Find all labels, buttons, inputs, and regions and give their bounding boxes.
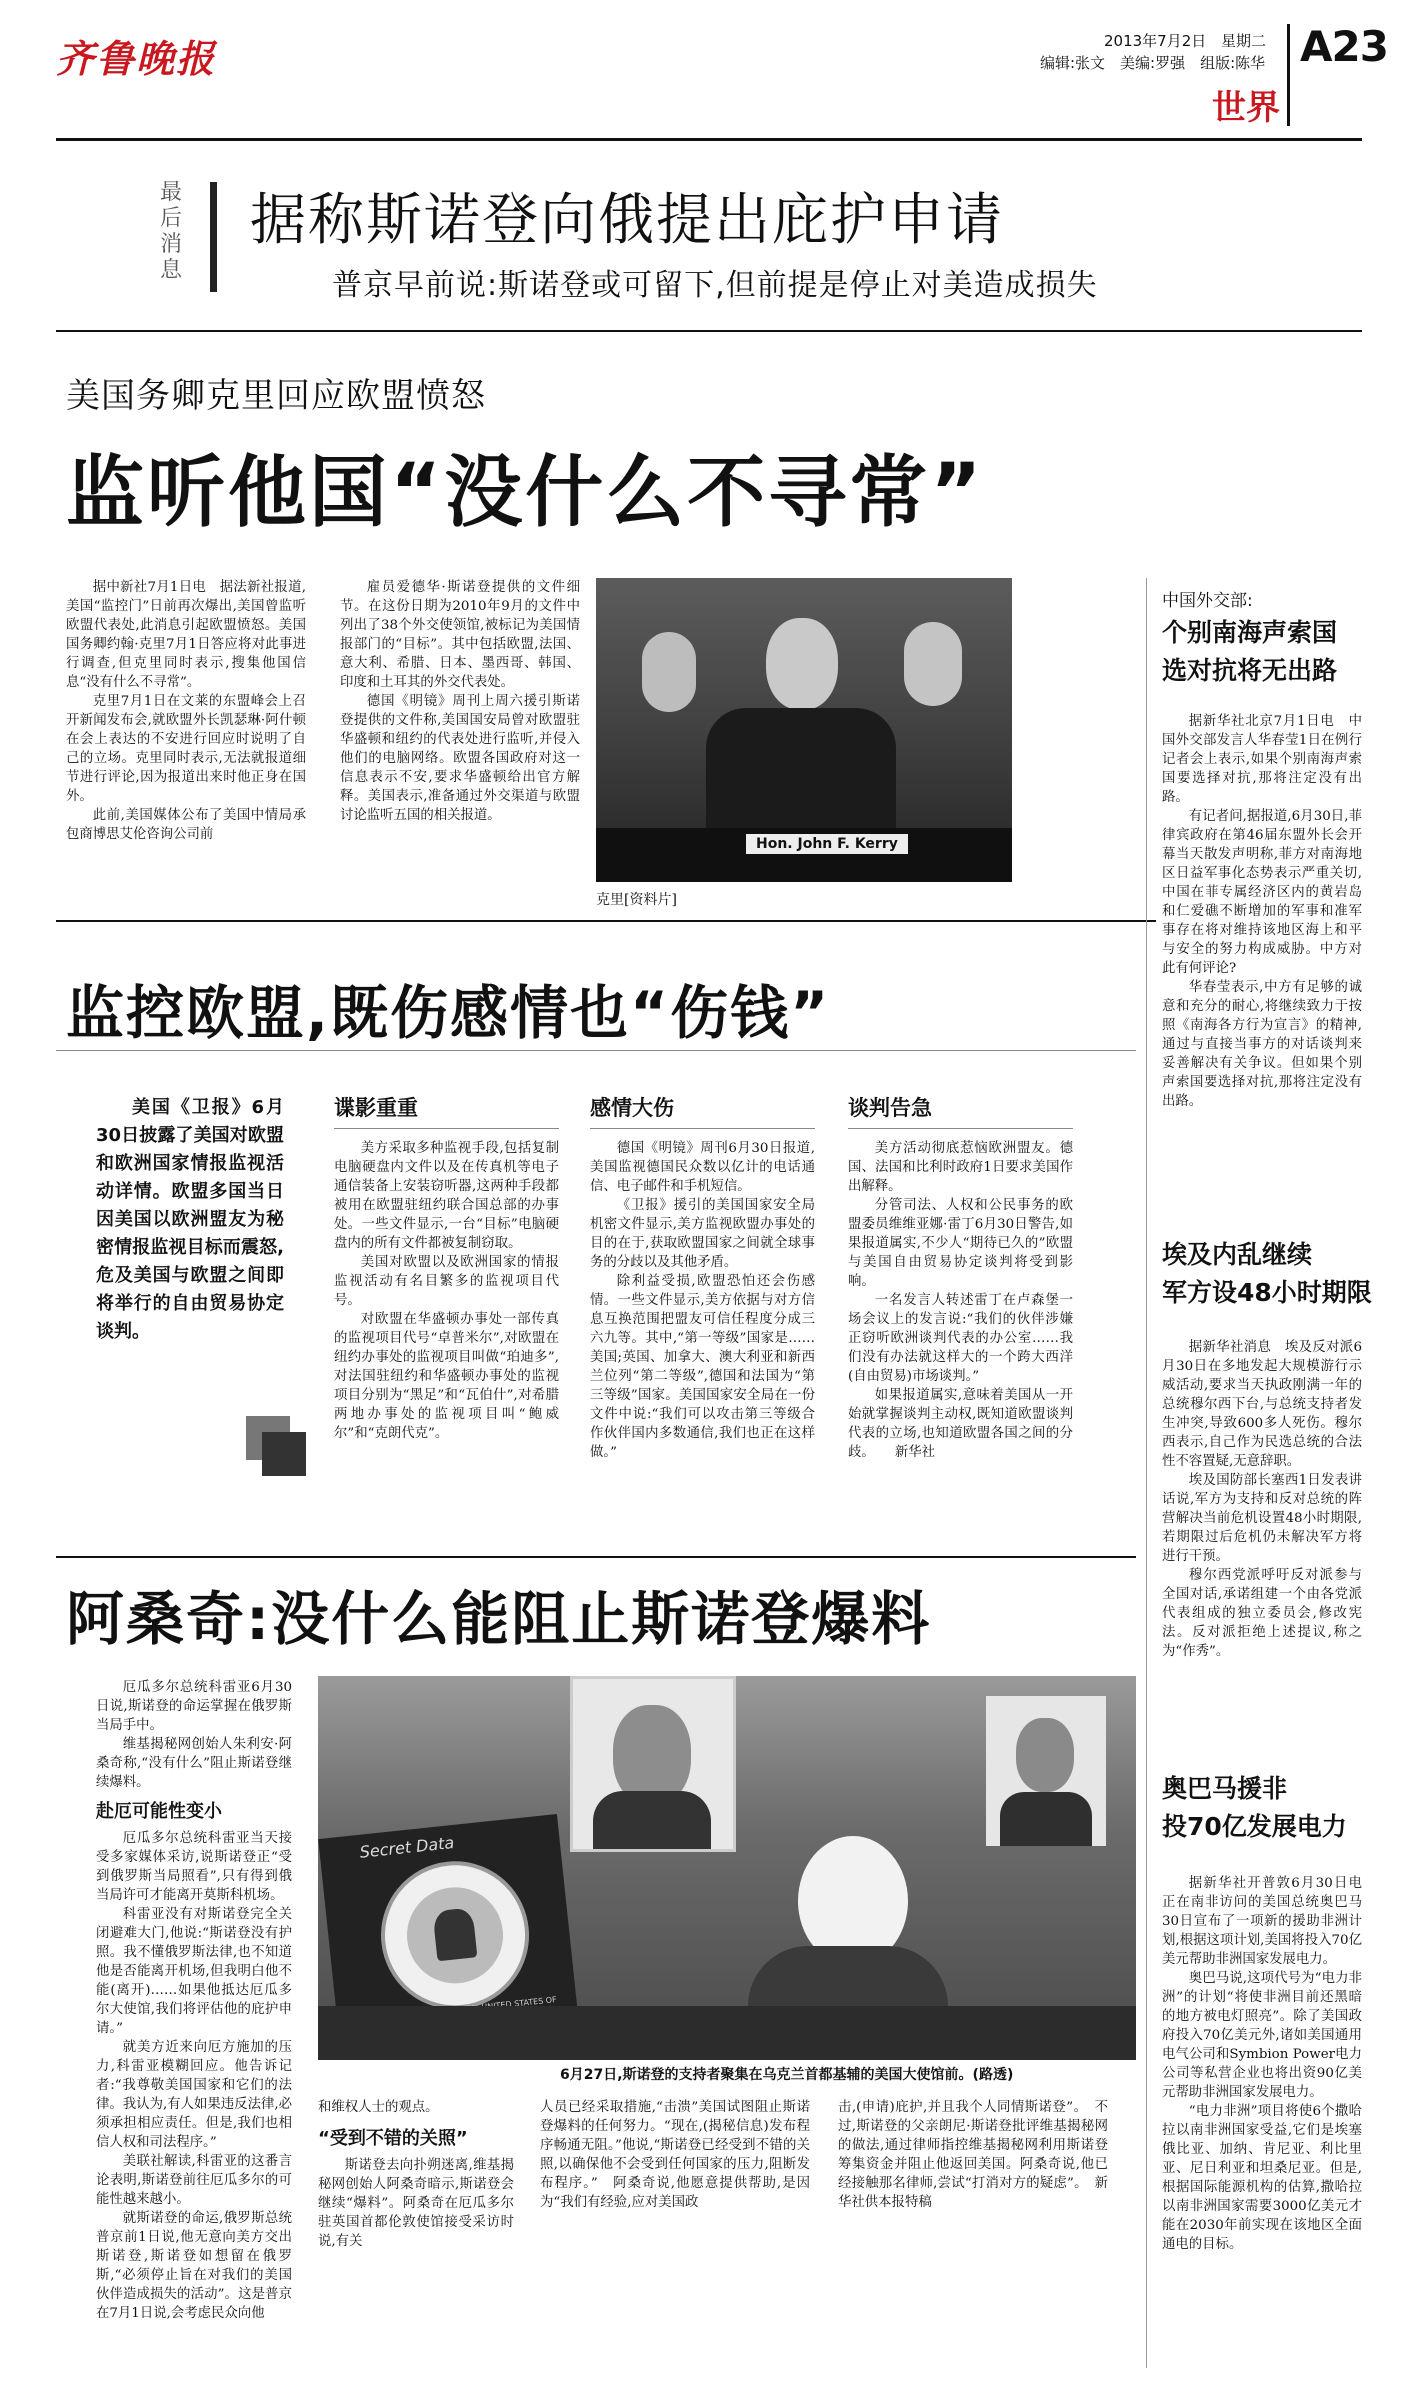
- story3-column-4: [838, 2098, 1108, 2212]
- paragraph: 和维权人士的观点。: [318, 2100, 439, 2115]
- portrait-sign-right: [986, 1696, 1106, 1846]
- kerry-photo-caption: 克里[资料片]: [596, 892, 677, 908]
- paragraph: 人员已经采取措施,“击溃”美国试图阻止斯诺登爆料的任何努力。“现在,(揭秘信息)发布程序畅通无阻。”他说,“斯诺登已经受到不错的关照,以确保他不会受到任何国家的压力,阻断发布程序。” 阿桑奇说,他愿意提供帮助,是因为“我们有经验,应对美国政: [540, 2100, 810, 2210]
- story2-lead: 美国《卫报》6月30日披露了美国对欧盟和欧洲国家情报监视活动详情。欧盟多国当日因美国以欧洲盟友为秘密情报监视目标而震怒,危及美国与欧盟之间即将举行的自由贸易协定谈判。: [96, 1097, 284, 1342]
- paragraph: 厄瓜多尔总统科雷亚6月30日说,斯诺登的命运掌握在俄罗斯当局手中。: [96, 1680, 292, 1733]
- title-underline: [848, 1128, 1073, 1129]
- date: 2013年7月2日: [1104, 32, 1207, 50]
- lead-headline: 据称斯诺登向俄提出庇护申请: [250, 188, 1004, 253]
- portrait-sign-left: [570, 1676, 736, 1852]
- paragraph: 德国《明镜》周刊上周六援引斯诺登提供的文件称,美国国安局曾对欧盟驻华盛顿和纽约的代表处进行监听,并侵入他们的电脑网络。欧盟各国政府对这一信息表示不安,要求华盛顿给出官方解释。美国表示,准备通过外交渠道与欧盟讨论监听五国的相关报道。: [340, 694, 580, 823]
- masthead-rule: [56, 138, 1362, 141]
- paragraph: 穆尔西党派呼吁反对派参与全国对话,承诺组建一个由各党派代表组成的独立委员会,修改宪法。反对派拒绝上述提议,称之为“作秀”。: [1162, 1568, 1362, 1659]
- paragraph: 厄瓜多尔总统科雷亚当天接受多家媒体采访,说斯诺登正“受到俄罗斯当局照看”,只有得到俄当局许可才能离开莫斯科机场。: [96, 1831, 292, 1903]
- quote-ornament-icon: [246, 1416, 306, 1476]
- story1-column-1: [66, 578, 306, 844]
- column-title: 感情大伤: [590, 1096, 674, 1120]
- story2-column-1: [334, 1092, 559, 1443]
- lead-kicker: 最后消息: [160, 180, 183, 283]
- paragraph: 美方活动彻底惹恼欧洲盟友。德国、法国和比利时政府1日要求美国作出解释。: [848, 1141, 1073, 1194]
- issue-date: [1104, 30, 1266, 51]
- headline-line: 埃及内乱继续: [1162, 1240, 1313, 1269]
- nsa-seal-icon: [374, 1854, 537, 2017]
- story2-headline: 监控欧盟,既伤感情也“伤钱”: [66, 979, 831, 1047]
- paragraph: 据新华社开普敦6月30日电 正在南非访问的美国总统奥巴马30日宣布了一项新的援助非洲计划,根据这项计划,美国将投入70亿美元帮助非洲国家发展电力。: [1162, 1876, 1376, 1967]
- person-head: [766, 618, 838, 710]
- sidebar1-body: [1162, 712, 1362, 1111]
- section-name: 世界: [1212, 88, 1280, 128]
- story3-subhead-2: “受到不错的关照”: [318, 2128, 468, 2149]
- paragraph: 科雷亚没有对斯诺登完全关闭避难大门,他说:“斯诺登没有护照。我不懂俄罗斯法律,也不知道他是否能离开机场,但我明白他不能(离开)……如果他抵达厄瓜多尔大使馆,我们将评估他的庇护申请。”: [96, 1907, 292, 2036]
- paragraph: 一名发言人转述雷丁在卢森堡一场会议上的发言说:“我们的伙伴涉嫌正窃听欧洲谈判代表的办公室……我们没有办法就这样大的一个跨大西洋(自由贸易)市场谈判。”: [848, 1293, 1073, 1384]
- paragraph: 维基揭秘网创始人朱利安·阿桑奇称,“没有什么”阻止斯诺登继续爆料。: [96, 1737, 292, 1790]
- paragraph: 此前,美国媒体公布了美国中情局承包商博思艾伦咨询公司前: [66, 808, 306, 842]
- story3-column-3: [540, 2098, 810, 2212]
- paragraph: 据中新社7月1日电 据法新社报道,美国“监控门”日前再次爆出,美国曾监听欧盟代表处,此消息引起欧盟愤怒。美国国务卿约翰·克里7月1日答应将对此事进行调查,但克里同时表示,搜集他国信息“没有什么不寻常”。: [66, 580, 306, 690]
- sidebar3-headline: [1162, 1770, 1347, 1846]
- lead-subhead: 普京早前说:斯诺登或可留下,但前提是停止对美造成损失: [332, 268, 1098, 303]
- paragraph: 克里7月1日在文莱的东盟峰会上召开新闻发布会,就欧盟外长凯瑟琳·阿什顿在会上表达的不安进行回应时说明了自己的立场。克里同时表示,无法就报道细节进行评论,因为报道出来时他正身在国外。: [66, 694, 306, 804]
- person-body: [706, 708, 896, 848]
- sidebar2-body: [1162, 1338, 1362, 1661]
- paragraph: 美方采取多种监视手段,包括复制电脑硬盘内文件以及在传真机等电子通信装备上安装窃听器,这两种手段都被用在欧盟驻纽约联合国总部的办事处。一些文件显示,一台“目标”电脑硬盘内的所有文件都被复制窃取。: [334, 1141, 559, 1251]
- paragraph: 美联社解读,科雷亚的这番言论表明,斯诺登前往厄瓜多尔的可能性越来越小。: [96, 2154, 292, 2207]
- raised-hand-right: [904, 622, 962, 706]
- kerry-photo: [596, 578, 1012, 882]
- sidebar3-body: [1162, 1874, 1376, 2254]
- snowden-supporters-photo: [318, 1676, 1136, 2060]
- paragraph: 据新华社消息 埃及反对派6月30日在多地发起大规模游行示威活动,要求当天执政刚满一年的总统穆尔西下台,与总统支持者发生冲突,导致600多人死伤。穆尔西表示,自己作为民选总统的合法性不容置疑,无意辞职。: [1162, 1340, 1362, 1469]
- ground: [318, 2006, 1136, 2060]
- paragraph: 对欧盟在华盛顿办事处一部传真的监视项目代号“卓普米尔”,对欧盟在纽约办事处的监视项目叫做“珀迪多”,对法国驻纽约和华盛顿办事处的监视项目分别为“黑足”和“瓦伯什”,对希腊两地办事处的监视项目叫“鲍威尔”和“克朗代克”。: [334, 1312, 559, 1441]
- editor-credits: 编辑:张文 美编:罗强 组版:陈华: [1040, 54, 1266, 72]
- paragraph: 华春莹表示,中方有足够的诚意和充分的耐心,将继续致力于按照《南海各方行为宣言》的精神,通过与直接当事方的对话谈判来妥善解决有关争议。但如果个别声索国要选择对抗,那将注定没有出路。: [1162, 980, 1362, 1109]
- story3-column-2: [318, 2098, 514, 2251]
- paragraph: 有记者问,据报道,6月30日,菲律宾政府在第46届东盟外长会开幕当天散发声明称,菲方对南海地区日益军事化态势表示严重关切,中国在菲专属经济区内的黄岩岛和仁爱礁不断增加的军事和准军事存在将对维持该地区海上和平与安全的努力构成威胁。中方对此有何评论?: [1162, 809, 1362, 976]
- headline-line: 军方设48小时期限: [1162, 1278, 1372, 1307]
- paragraph: 《卫报》援引的美国国家安全局机密文件显示,美方监视欧盟办事处的目的在于,获取欧盟国家之间就全球事务的分歧以及其他矛盾。: [590, 1198, 815, 1270]
- paragraph: 德国《明镜》周刊6月30日报道,美国监视德国民众数以亿计的电话通信、电子邮件和手机短信。: [590, 1141, 815, 1194]
- right-column-rule: [1146, 578, 1147, 2368]
- nsa-sign: [318, 1814, 578, 2038]
- paragraph: 雇员爱德华·斯诺登提供的文件细节。在这份日期为2010年9月的文件中列出了38个外交使领馆,被标记为美国情报部门的“目标”。其中包括欧盟,法国、意大利、希腊、日本、墨西哥、韩国、印度和土耳其的外交代表处。: [340, 580, 580, 690]
- headline-line: 投70亿发展电力: [1162, 1812, 1347, 1841]
- story2-headline-rule: [56, 1050, 1136, 1051]
- sidebar1-headline: [1162, 614, 1337, 690]
- page-divider: [1287, 24, 1290, 126]
- snowden-photo-caption: 6月27日,斯诺登的支持者聚集在乌克兰首都基辅的美国大使馆前。(路透): [560, 2067, 1014, 2083]
- paragraph: 奥巴马说,这项代号为“电力非洲”的计划“将使非洲目前还黑暗的地方被电灯照亮”。除了美国政府投入70亿美元外,诸如美国通用电气公司和Symbion Power电力公司等私营企业也将出资90亿美元帮助非洲国家发展电力。: [1162, 1971, 1362, 2100]
- story2-column-3: [848, 1092, 1073, 1462]
- paragraph: 如果报道属实,意味着美国从一开始就掌握谈判主动权,既知道欧盟谈判代表的立场,也知道欧盟各国之间的分歧。 新华社: [848, 1388, 1073, 1460]
- paragraph: 就美方近来向厄方施加的压力,科雷亚模糊回应。他告诉记者:“我尊敬美国国家和它们的法律。我认为,有人如果违反法律,必须承担相应责任。但是,我们也相信人权和司法程序。”: [96, 2040, 292, 2150]
- story1-headline: 监听他国“没什么不寻常”: [66, 448, 985, 538]
- story1-rule: [56, 920, 1156, 922]
- title-underline: [590, 1128, 815, 1129]
- paragraph: 就斯诺登的命运,俄罗斯总统普京前1日说,他无意向美方交出斯诺登,斯诺登如想留在俄罗斯,“必须停止旨在对我们的美国伙伴造成损失的活动”。这是普京在7月1日说,会考虑民众向他: [96, 2211, 292, 2321]
- headline-line: 选对抗将无出路: [1162, 656, 1338, 685]
- nameplate: Hon. John F. Kerry: [746, 834, 908, 854]
- story3-headline: 阿桑奇:没什么能阻止斯诺登爆料: [66, 1585, 932, 1653]
- paragraph: 埃及国防部长塞西1日发表讲话说,军方为支持和反对总统的阵营解决当前危机设置48小时期限,若期限过后危机仍未解决军方将进行干预。: [1162, 1473, 1362, 1564]
- paragraph: 击,(申请)庇护,并且我个人同情斯诺登”。 不过,斯诺登的父亲朗尼·斯诺登批评维基揭秘网的做法,通过律师指控维基揭秘网利用斯诺登筹集资金并阻止他返回美国。阿桑奇说,他已经接触那名律师,尝试“打消对方的疑虑”。 新华社供本报特稿: [838, 2100, 1108, 2210]
- sidebar2-headline: [1162, 1236, 1372, 1312]
- paragraph: 据新华社北京7月1日电 中国外交部发言人华春莹1日在例行记者会上表示,如果个别南海声索国要选择对抗,那将注定没有出路。: [1162, 714, 1362, 805]
- story2-column-2: [590, 1092, 815, 1462]
- paragraph: 除利益受损,欧盟恐怕还会伤感情。一些文件显示,美方依据与对方信息互换范围把盟友可信任程度分成三六九等。其中,“第一等级”国家是……美国;英国、加拿大、澳大利亚和新西兰位列“第二等级”,德国和法国为“第三等级”国家。美国国家安全局在一份文件中说:“我们可以攻击第三等级合作伙伴国内多数通信,我们也正在这样做。”: [590, 1274, 815, 1460]
- weekday: 星期二: [1221, 32, 1267, 50]
- paragraph: 斯诺登去向扑朔迷离,维基揭秘网创始人阿桑奇暗示,斯诺登会继续“爆料”。阿桑奇在厄瓜多尔驻英国首都伦敦使馆接受采访时说,有关: [318, 2158, 514, 2249]
- title-underline: [334, 1128, 559, 1129]
- raised-hand-left: [642, 632, 696, 712]
- paragraph: 美国对欧盟以及欧洲国家的情报监视活动有名目繁多的监视项目代号。: [334, 1255, 559, 1308]
- newspaper-logo: 齐鲁晚报: [56, 36, 217, 81]
- paragraph: 分管司法、人权和公民事务的欧盟委员维维亚娜·雷丁6月30日警告,如果报道属实,不少人“期待已久的”欧盟与美国自由贸易协定谈判将受到影响。: [848, 1198, 1073, 1289]
- column-title: 谈判告急: [848, 1096, 932, 1120]
- page-number: A23: [1300, 22, 1388, 71]
- headline-line: 奥巴马援非: [1162, 1774, 1288, 1803]
- lead-rule: [56, 330, 1362, 332]
- story1-kicker: 美国务卿克里回应欧盟愤怒: [66, 376, 486, 416]
- story3-column-1: [96, 1678, 292, 2323]
- sign-text: Secret Data: [358, 1832, 456, 1862]
- story1-column-2: [340, 578, 580, 825]
- masthead: [0, 0, 1417, 140]
- story3-subhead-1: 赴厄可能性变小: [96, 1801, 222, 1822]
- headline-line: 个别南海声索国: [1162, 618, 1338, 647]
- column-title: 谍影重重: [334, 1096, 418, 1120]
- lead-kicker-bar: [210, 182, 217, 292]
- story2-rule: [56, 1556, 1136, 1558]
- sidebar1-kicker: 中国外交部:: [1162, 591, 1253, 611]
- paragraph: “电力非洲”项目将使6个撒哈拉以南非洲国家受益,它们是埃塞俄比亚、加纳、肯尼亚、利比里亚、尼日利亚和坦桑尼亚。但是,根据国际能源机构的估算,撒哈拉以南非洲国家需要3000亿美元才能在2030年前实现在该地区全面通电的目标。: [1162, 2104, 1362, 2252]
